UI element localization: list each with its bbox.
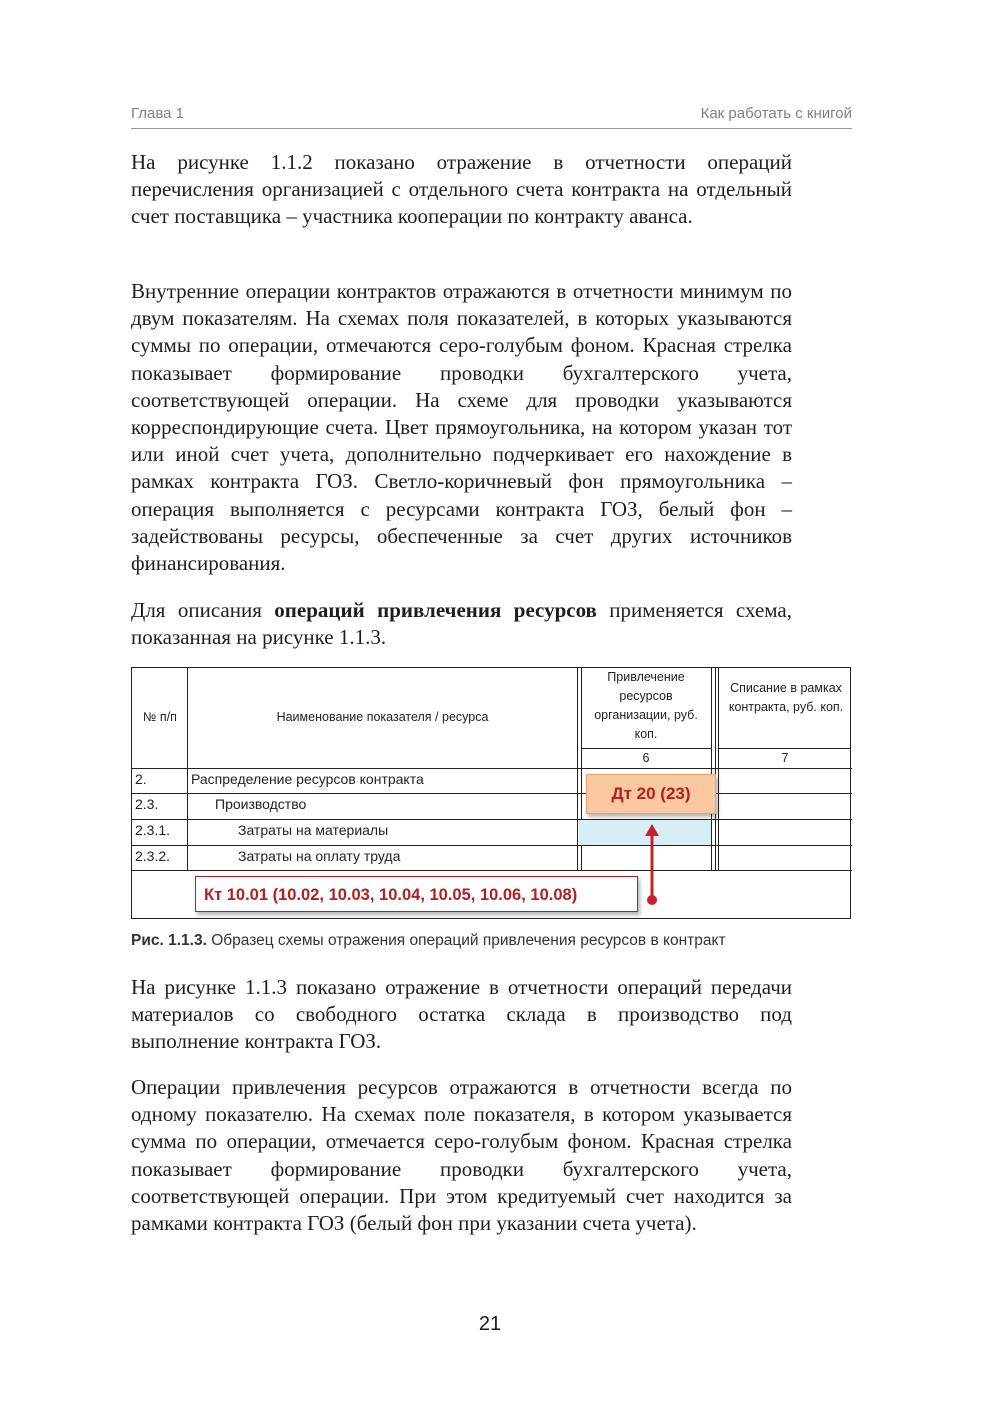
paragraph-5: Операции привлечения ресурсов отражаются в отчетности всегда по одному показателю. На схемах поле показателя, в котором указывается сумма по операции, отмечается серо-голубым фоном. Красная стрелка показывает формирование проводки бухгалтерского учета, соответствующей операции. При этом кредитуемый счет находится за рамками контракта ГОЗ (белый фон при указании счета учета).: [131, 1075, 792, 1236]
arrow-origin-dot: [647, 895, 657, 905]
paragraph-3-after: применяется схема, показанная на рисунке 1.1.3.: [131, 598, 792, 650]
paragraph-2: Внутренние операции контрактов отражаются в отчетности минимум по двум показателям. На схемах поля показателей, в которых указываются суммы по операции, отмечаются серо-голубым фоном. Красная стрелка показывает формирование проводки бухгалтерского учета, соответствующей операции. На схеме для проводки указываются корреспондирующие счета. Цвет прямоугольника, на котором указан тот или иной счет учета, дополнительно подчеркивает его нахождение в рамках контракта ГОЗ. Светло-коричневый фон прямоугольника – операция выполняется с ресурсами контракта ГОЗ, белый фон – задействованы ресурсы, обеспеченные за счет других источников финансирования.: [131, 279, 792, 576]
chapter-label: Глава 1: [131, 105, 185, 122]
caption-text: Образец схемы отражения операций привлечения ресурсов в контракт: [206, 932, 726, 949]
header-col7-number: 7: [781, 751, 789, 765]
debit-account-box: Дт 20 (23): [586, 774, 716, 814]
row-num: 2.: [135, 771, 147, 787]
header-num: № п/п: [143, 710, 177, 724]
caption-label: Рис. 1.1.3.: [131, 932, 207, 949]
paragraph-1: На рисунке 1.1.2 показано отражение в отчетности операций перечисления организацией с отдельного счета контракта на отдельный счет поставщика – участника кооперации по контракту аванса.: [131, 150, 792, 229]
row-name: Производство: [215, 796, 307, 812]
figure-caption: [131, 932, 726, 950]
arrow-head: [645, 824, 659, 836]
header-col6-number: 6: [642, 751, 650, 765]
row-num: 2.3.1.: [135, 822, 171, 838]
row-name: Распределение ресурсов контракта: [191, 771, 424, 787]
credit-account-box: Кт 10.01 (10.02, 10.03, 10.04, 10.05, 10.06, 10.08): [195, 876, 638, 912]
row-num: 2.3.2.: [135, 848, 171, 864]
figure-scheme: [131, 667, 851, 919]
paragraph-4: На рисунке 1.1.3 показано отражение в отчетности операций передачи материалов со свободного остатка склада в производство под выполнение контракта ГОЗ.: [131, 975, 792, 1054]
paragraph-3-before: Для описания: [131, 598, 275, 622]
header-col7: Списание в рамках контракта, руб. коп.: [728, 681, 844, 714]
row-name: Затраты на материалы: [238, 822, 389, 838]
row-num: 2.3.: [135, 796, 159, 812]
page-number: 21: [478, 1313, 502, 1335]
paragraph-3-bold: операций привлечения ресурсов: [274, 598, 597, 622]
section-label: Как работать с книгой: [700, 105, 852, 122]
header-name: Наименование показателя / ресурса: [276, 710, 489, 724]
paragraph-3: [131, 597, 792, 651]
running-header: [131, 104, 852, 129]
row-name: Затраты на оплату труда: [238, 848, 401, 864]
header-col6: Привлечение ресурсов организации, руб. коп.: [594, 670, 698, 741]
